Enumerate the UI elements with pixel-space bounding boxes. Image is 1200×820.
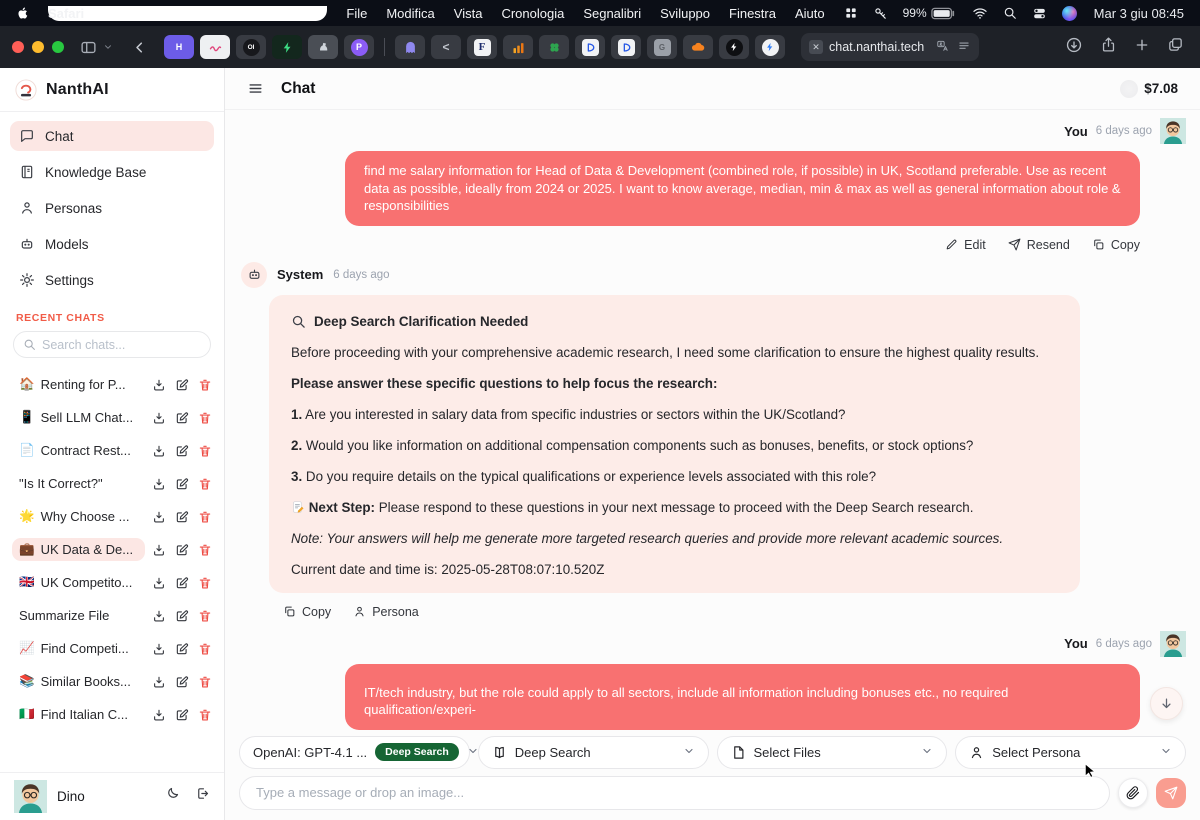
clarification-prompt: Please answer these specific questions to help focus the research: [291,375,718,391]
note-line: Note: Your answers will help me generate more targeted research queries and provide more relevant academic sources. [291,530,1004,546]
message-time: 6 days ago [1095,637,1152,650]
person-icon [969,745,984,760]
user-message-bubble-clipped: IT/tech industry, but the role could apply to all sectors, include all information including bonuses etc., no required qualification/experi- [345,664,1140,730]
main-area [225,68,1200,820]
resend-message-button[interactable]: Resend [1008,238,1070,252]
chat-emoji: 🇮🇹 [19,706,35,722]
chat-title: UK Competito... [40,575,133,590]
chat-emoji: 📄 [19,442,35,458]
chat-list-item[interactable] [12,566,212,599]
clarification-intro: Before proceeding with your comprehensive academic research, I need some clarification to ensure the highest quality results. [291,344,1040,360]
chat-list-item[interactable] [12,467,212,500]
chat-emoji: 📚 [19,673,35,689]
model-selector[interactable] [239,736,470,769]
message-meta [239,631,1186,657]
favicon-p[interactable]: P [344,35,374,59]
user-name: Dino [57,788,85,804]
message-actions [239,238,1140,252]
delete-chat-icon[interactable] [198,411,212,425]
zoom-window-button[interactable] [52,41,64,53]
robot-icon [19,236,35,252]
composer-panel [225,730,1200,820]
scroll-to-bottom-button[interactable] [1150,687,1183,720]
memo-icon [291,500,305,514]
question-3: 3. Do you require details on the typical qualifications or experience levels associated with this role? [291,468,877,484]
menubar-app-icon[interactable] [844,6,858,20]
search-input[interactable] [42,338,201,352]
sidebar-item-models[interactable] [10,229,214,259]
menu-aiuto[interactable]: Aiuto [794,5,825,21]
search-icon [23,338,36,351]
chat-list-item[interactable] [12,401,212,434]
search-mode-selector[interactable] [478,736,709,769]
edit-chat-icon[interactable] [175,675,189,689]
edit-chat-icon[interactable] [175,708,189,722]
menu-finestra[interactable]: Finestra [729,5,776,21]
delete-chat-icon[interactable] [198,444,212,458]
sender-name: System [277,267,324,283]
message-time: 6 days ago [1095,125,1152,137]
sidebar-item-settings[interactable] [10,265,214,295]
chat-title: Find Italian C... [40,707,129,722]
nanthai-logo-icon [15,79,37,101]
favicon-d-logo-2[interactable] [611,35,641,59]
gear-icon [19,272,35,288]
menu-segnalibri[interactable]: Segnalibri [583,5,642,21]
chevron-down-icon [683,745,695,760]
download-chat-icon[interactable] [152,609,166,623]
model-label: OpenAI: GPT-4.1 ... [253,744,368,760]
menu-cronologia[interactable]: Cronologia [501,5,565,21]
avatar [1160,118,1186,144]
page-title: Chat [281,79,316,97]
sender-name: You [1064,123,1088,139]
edit-chat-icon[interactable] [175,378,189,392]
toolbar-actions [1065,36,1188,59]
favicon-chart[interactable] [503,35,533,59]
sender-name: You [1064,636,1088,652]
edit-chat-icon[interactable] [175,543,189,557]
chat-list-item[interactable] [12,368,212,401]
favicon-scribble[interactable] [200,35,230,59]
download-chat-icon[interactable] [152,411,166,425]
sidebar-item-label: Settings [45,272,94,288]
delete-chat-icon[interactable] [198,708,212,722]
favicon-black-bolt[interactable] [719,35,749,59]
share-icon[interactable] [1100,36,1117,58]
edit-chat-icon[interactable] [175,642,189,656]
question-1: 1. Are you interested in salary data from specific industries or sectors within the UK/Scotland? [291,406,846,422]
favicon-cloud[interactable] [683,35,713,59]
recent-chats-label: RECENT CHATS [16,312,105,324]
main-header [225,68,1200,110]
wifi-icon[interactable] [972,5,988,21]
favicon-f[interactable]: F [467,35,497,59]
favicon-green-bolt[interactable] [272,35,302,59]
download-chat-icon[interactable] [152,642,166,656]
sidebar [0,68,225,820]
menu-safari[interactable]: Safari [48,6,327,21]
reader-icon[interactable] [957,39,971,56]
delete-chat-icon[interactable] [198,510,212,524]
clarification-title: Deep Search Clarification Needed [291,313,1058,331]
sidebar-item-chat[interactable] [10,121,214,151]
spotlight-icon[interactable] [1003,6,1017,20]
magnifier-icon [291,314,306,329]
chat-list-item[interactable] [12,599,212,632]
book-open-icon [492,745,507,760]
chat-search[interactable] [13,331,211,358]
user-message-bubble: find me salary information for Head of Data & Development (combined role, if possible) in UK, Scotland preferable. Use as recent data as possible, ideally from 2024 or 2025. I want to know average, median, min & max as well as general information about role & responsibilities [345,151,1140,226]
balance-amount: $7.08 [1144,81,1178,96]
sidebar-toggle-icon[interactable] [80,39,97,56]
favorites-bar [164,35,785,59]
message-input[interactable] [239,776,1110,810]
app-window [0,68,1200,820]
extension-icon[interactable]: ✕ [809,40,823,54]
back-button[interactable] [131,39,148,56]
deep-search-badge: Deep Search [375,743,459,761]
menubar-status-area [844,5,1184,21]
battery-percent: 99% [902,6,927,20]
favicon-h[interactable]: H [164,35,194,59]
system-message-bubble [269,295,1080,593]
address-bar-tools [936,39,971,56]
copy-icon [283,605,296,618]
chat-list-item[interactable] [12,698,212,731]
files-label: Select Files [753,744,821,760]
chat-title: Summarize File [19,608,110,623]
download-chat-icon[interactable] [152,675,166,689]
delete-chat-icon[interactable] [198,609,212,623]
robot-icon [247,267,262,282]
chat-messages[interactable] [225,110,1200,730]
copy-message-button[interactable]: Copy [283,605,331,619]
new-tab-icon[interactable] [1134,37,1150,58]
send-button[interactable] [1156,778,1186,808]
chat-list-item[interactable] [12,665,212,698]
delete-chat-icon[interactable] [198,675,212,689]
next-step-line: Next Step: Please respond to these questions in your next message to proceed with the Deep Search research. [291,499,1058,517]
delete-chat-icon[interactable] [198,477,212,491]
sidebar-nav [0,112,224,295]
favicon-arm[interactable] [308,35,338,59]
sidebar-caret-icon[interactable] [103,42,113,52]
chevron-down-icon [467,745,479,760]
edit-chat-icon[interactable] [175,576,189,590]
window-controls [12,41,64,53]
copy-message-button[interactable]: Copy [1092,238,1140,252]
browser-toolbar [0,26,1200,68]
avatar [1160,631,1186,657]
edit-message-button[interactable]: Edit [945,238,986,252]
user-profile-row [0,772,224,820]
person-icon [353,605,366,618]
system-message-actions [283,605,1186,619]
menubar-clock[interactable]: Mar 3 giu 08:45 [1093,5,1184,21]
send-icon [1164,786,1178,800]
edit-chat-icon[interactable] [175,444,189,458]
system-message-meta [239,262,1186,288]
file-icon [731,745,746,760]
datetime-line: Current date and time is: 2025-05-28T08:07:10.520Z [291,561,605,577]
favicon-share-glyph[interactable]: < [431,35,461,59]
delete-chat-icon[interactable] [198,378,212,392]
minimize-window-button[interactable] [32,41,44,53]
chat-title: Similar Books... [40,674,131,689]
copy-icon [1092,238,1105,251]
sidebar-item-knowledge-base[interactable] [10,157,214,187]
download-chat-icon[interactable] [152,576,166,590]
close-window-button[interactable] [12,41,24,53]
chat-emoji: 💼 [19,541,35,557]
message-time: 6 days ago [333,268,390,281]
edit-chat-icon[interactable] [175,510,189,524]
users-icon [19,200,35,216]
message-input-row [239,776,1186,810]
chat-title: Find Competi... [40,641,129,656]
sidebar-item-label: Models [45,236,89,252]
download-chat-icon[interactable] [152,543,166,557]
chat-emoji: 📱 [19,409,35,425]
edit-chat-icon[interactable] [175,477,189,491]
translate-icon[interactable] [936,39,950,56]
delete-chat-icon[interactable] [198,642,212,656]
chat-list-item[interactable] [12,632,212,665]
url-text: chat.nanthai.tech [829,40,925,54]
edit-chat-icon[interactable] [175,411,189,425]
avatar[interactable] [14,780,47,813]
chat-emoji: 🌟 [19,508,35,524]
attach-file-button[interactable] [1118,778,1148,808]
favicon-d-logo-1[interactable] [575,35,605,59]
address-bar[interactable] [801,33,979,61]
system-avatar [241,262,267,288]
favorites-separator [384,38,385,56]
book-icon [19,164,35,180]
chat-title: Renting for P... [40,377,126,392]
passwords-icon[interactable] [873,6,888,21]
delete-chat-icon[interactable] [198,576,212,590]
chevron-down-icon [1160,745,1172,760]
message-meta [239,118,1186,144]
favicon-g[interactable]: G [647,35,677,59]
chat-icon [19,128,35,144]
download-chat-icon[interactable] [152,708,166,722]
composer-controls [239,736,1186,769]
tab-overview-icon[interactable] [1167,36,1184,58]
chat-title: Sell LLM Chat... [40,410,134,425]
send-icon [1008,238,1021,251]
persona-label: Select Persona [992,744,1081,760]
brand-name: NanthAI [46,80,109,98]
control-center-icon[interactable] [1032,6,1047,21]
question-2: 2. Would you like information on additional compensation components such as bonuses, benefits, or stock options? [291,437,974,453]
chat-emoji: 🏠 [19,376,35,392]
download-chat-icon[interactable] [152,444,166,458]
dark-mode-toggle[interactable] [165,786,180,806]
persona-button[interactable]: Persona [353,605,419,619]
recent-chats-list [0,366,224,772]
mouse-cursor [1082,762,1098,783]
chevron-down-icon [921,745,933,760]
chat-title: "Is It Correct?" [19,476,103,491]
collapse-sidebar-icon[interactable] [247,80,264,97]
battery-indicator[interactable] [903,6,957,20]
download-chat-icon[interactable] [152,477,166,491]
download-chat-icon[interactable] [152,510,166,524]
select-files-dropdown[interactable] [717,736,948,769]
sidebar-item-label: Personas [45,200,103,216]
chat-title: Contract Rest... [40,443,131,458]
sidebar-item-label: Chat [45,128,74,144]
macos-menubar [0,0,1200,26]
chat-emoji: 📈 [19,640,35,656]
chat-list-item-active[interactable] [12,533,212,566]
favicon-clover[interactable] [539,35,569,59]
paperclip-icon [1126,786,1140,800]
chat-title: UK Data & De... [40,542,134,557]
download-chat-icon[interactable] [152,378,166,392]
mode-label: Deep Search [514,744,591,760]
downloads-icon[interactable] [1065,36,1083,59]
brand [0,68,224,112]
sidebar-item-personas[interactable] [10,193,214,223]
favicon-blue-bolt[interactable] [755,35,785,59]
logout-icon[interactable] [195,786,210,806]
menu-vista[interactable]: Vista [453,5,483,21]
chat-title: Why Choose ... [40,509,130,524]
menu-sviluppo[interactable]: Sviluppo [660,5,711,21]
apple-menu-icon[interactable] [16,6,30,20]
sidebar-item-label: Knowledge Base [45,164,147,180]
siri-icon[interactable] [1062,6,1077,21]
chat-list-item[interactable] [12,500,212,533]
chat-emoji: 🇬🇧 [19,574,35,590]
menu-file[interactable]: File [346,5,368,21]
credit-balance [1120,80,1178,98]
favicon-oi[interactable]: OI [236,35,266,59]
select-persona-dropdown[interactable] [955,736,1186,769]
pencil-icon [945,238,958,251]
chat-list-item[interactable] [12,434,212,467]
favicon-ghost[interactable] [395,35,425,59]
delete-chat-icon[interactable] [198,543,212,557]
credits-icon [1120,80,1138,98]
menu-modifica[interactable]: Modifica [386,5,435,21]
edit-chat-icon[interactable] [175,609,189,623]
